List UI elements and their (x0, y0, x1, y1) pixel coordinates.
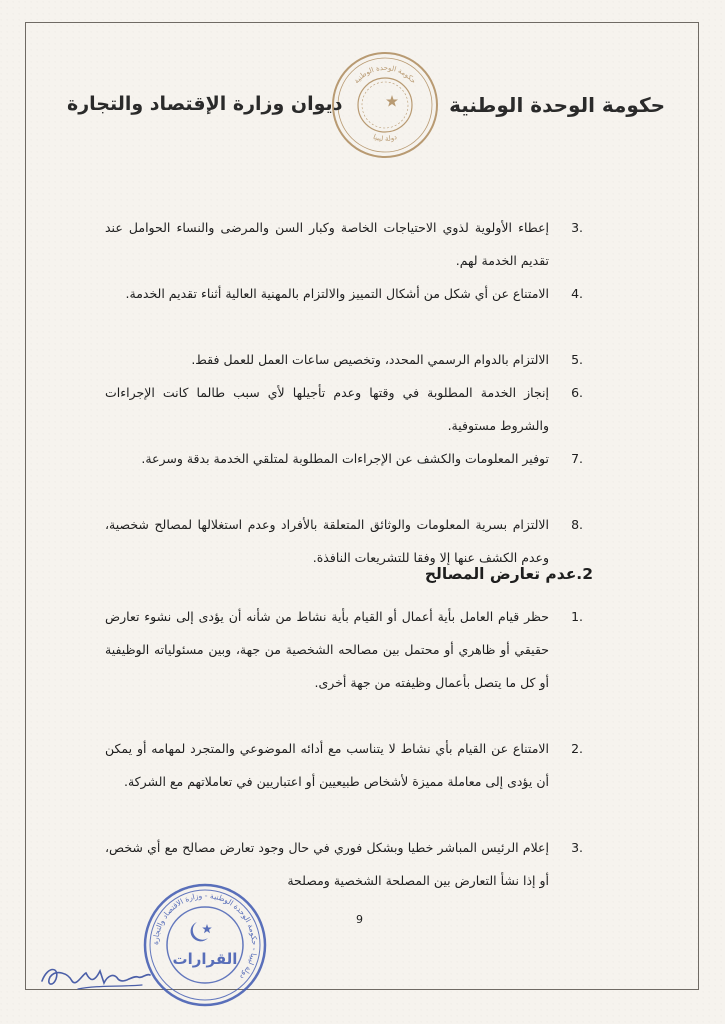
list-item-text: الالتزام بالدوام الرسمي المحدد، وتخصيص ساعات العمل للعمل فقط. (191, 352, 549, 367)
header-ministry-title: ديوان وزارة الإقتصاد والتجارة (67, 93, 343, 115)
emblem-top-text: حكومة الوحدة الوطنية (352, 63, 418, 86)
section-heading: 2.عدم تعارض المصالح (424, 565, 593, 583)
list-item: 6. إنجاز الخدمة المطلوبة في وقتها وعدم تأجيلها لأي سبب طالما كانت الإجراءات والشروط مستوفية. (105, 385, 583, 433)
header-government-title: حكومة الوحدة الوطنية (449, 93, 665, 117)
emblem-bottom-text: دولة ليبيا (371, 132, 399, 144)
list-item-text: إعطاء الأولوية لذوي الاحتياجات الخاصة وكبار السن والمرضى والنساء الحوامل عند تقديم الخدمة لهم. (105, 220, 549, 268)
page-number: 9 (356, 913, 363, 926)
list-item: 7. توفير المعلومات والكشف عن الإجراءات المطلوبة لمتلقي الخدمة بدقة وسرعة. (141, 451, 583, 466)
list-item: 1. حظر قيام العامل بأية أعمال أو القيام بأية نشاط من شأنه أن يؤدى إلى نشوء تعارض حقيقي أو ظاهري أو محتمل بين مصالحه الشخصية من جهة، وبين مسئولياته الوظيفية أو كل ما يتصل بأعمال وظيفته من جهة أخرى. (105, 609, 583, 690)
list-item-text: توفير المعلومات والكشف عن الإجراءات المطلوبة لمتلقي الخدمة بدقة وسرعة. (141, 451, 549, 466)
list-item-text: الالتزام بسرية المعلومات والوثائق المتعلقة بالأفراد وعدم استغلالها لمصالح شخصية، وعدم الكشف عنها إلا وفقا للتشريعات النافذة. (105, 517, 549, 565)
stamp-center-text: القرارات (172, 950, 238, 968)
list-item: 8. الالتزام بسرية المعلومات والوثائق المتعلقة بالأفراد وعدم استغلالها لمصالح شخصية، وعدم الكشف عنها إلا وفقا للتشريعات النافذة. (105, 517, 583, 565)
list-item: 4. الامتناع عن أي شكل من أشكال التمييز والالتزام بالمهنية العالية أثناء تقديم الخدمة. (125, 286, 583, 301)
list-item-text: الامتناع عن القيام بأي نشاط لا يتناسب مع أدائه الموضوعي والمتجرد لمهامه أو يمكن أن يؤدى إلى معاملة مميزة لأشخاص طبيعيين أو اعتباريين في تعاملاتهم مع الشركة. (105, 741, 549, 789)
list-item-text: الامتناع عن أي شكل من أشكال التمييز والالتزام بالمهنية العالية أثناء تقديم الخدمة. (125, 286, 549, 301)
handwritten-signature-icon (38, 955, 158, 995)
list-item-text: حظر قيام العامل بأية أعمال أو القيام بأية نشاط من شأنه أن يؤدى إلى نشوء تعارض حقيقي أو ظاهري أو محتمل بين مصالحه الشخصية من جهة، وبين مسئولياته الوظيفية أو كل ما يتصل بأعمال وظيفته من جهة أخرى. (105, 609, 549, 690)
official-stamp-icon (140, 880, 270, 1010)
list-section-2 (105, 600, 583, 897)
list-item: 5. الالتزام بالدوام الرسمي المحدد، وتخصيص ساعات العمل للعمل فقط. (191, 352, 583, 367)
list-item: 3. إعلام الرئيس المباشر خطيا وبشكل فوري في حال وجود تعارض مصالح مع أي شخص، أو إذا نشأ التعارض بين المصلحة الشخصية ومصلحة (105, 840, 583, 888)
list-item: 3. إعطاء الأولوية لذوي الاحتياجات الخاصة وكبار السن والمرضى والنساء الحوامل عند تقديم الخدمة لهم. (105, 220, 583, 268)
list-item: 2. الامتناع عن القيام بأي نشاط لا يتناسب مع أدائه الموضوعي والمتجرد لمهامه أو يمكن أن يؤدى إلى معاملة مميزة لأشخاص طبيعيين أو اعتباريين في تعاملاتهم مع الشركة. (105, 741, 583, 789)
list-item-text: إنجاز الخدمة المطلوبة في وقتها وعدم تأجيلها لأي سبب طالما كانت الإجراءات والشروط مستوفية. (105, 385, 549, 433)
list-section-1 (105, 211, 583, 574)
government-emblem-icon (330, 50, 440, 160)
stamp-ring-text: دولة ليبيا - حكومة الوحدة الوطنية - وزارة الاقتصاد والتجارة (150, 890, 260, 982)
list-item-text: إعلام الرئيس المباشر خطيا وبشكل فوري في حال وجود تعارض مصالح مع أي شخص، أو إذا نشأ التعارض بين المصلحة الشخصية ومصلحة (105, 840, 549, 888)
